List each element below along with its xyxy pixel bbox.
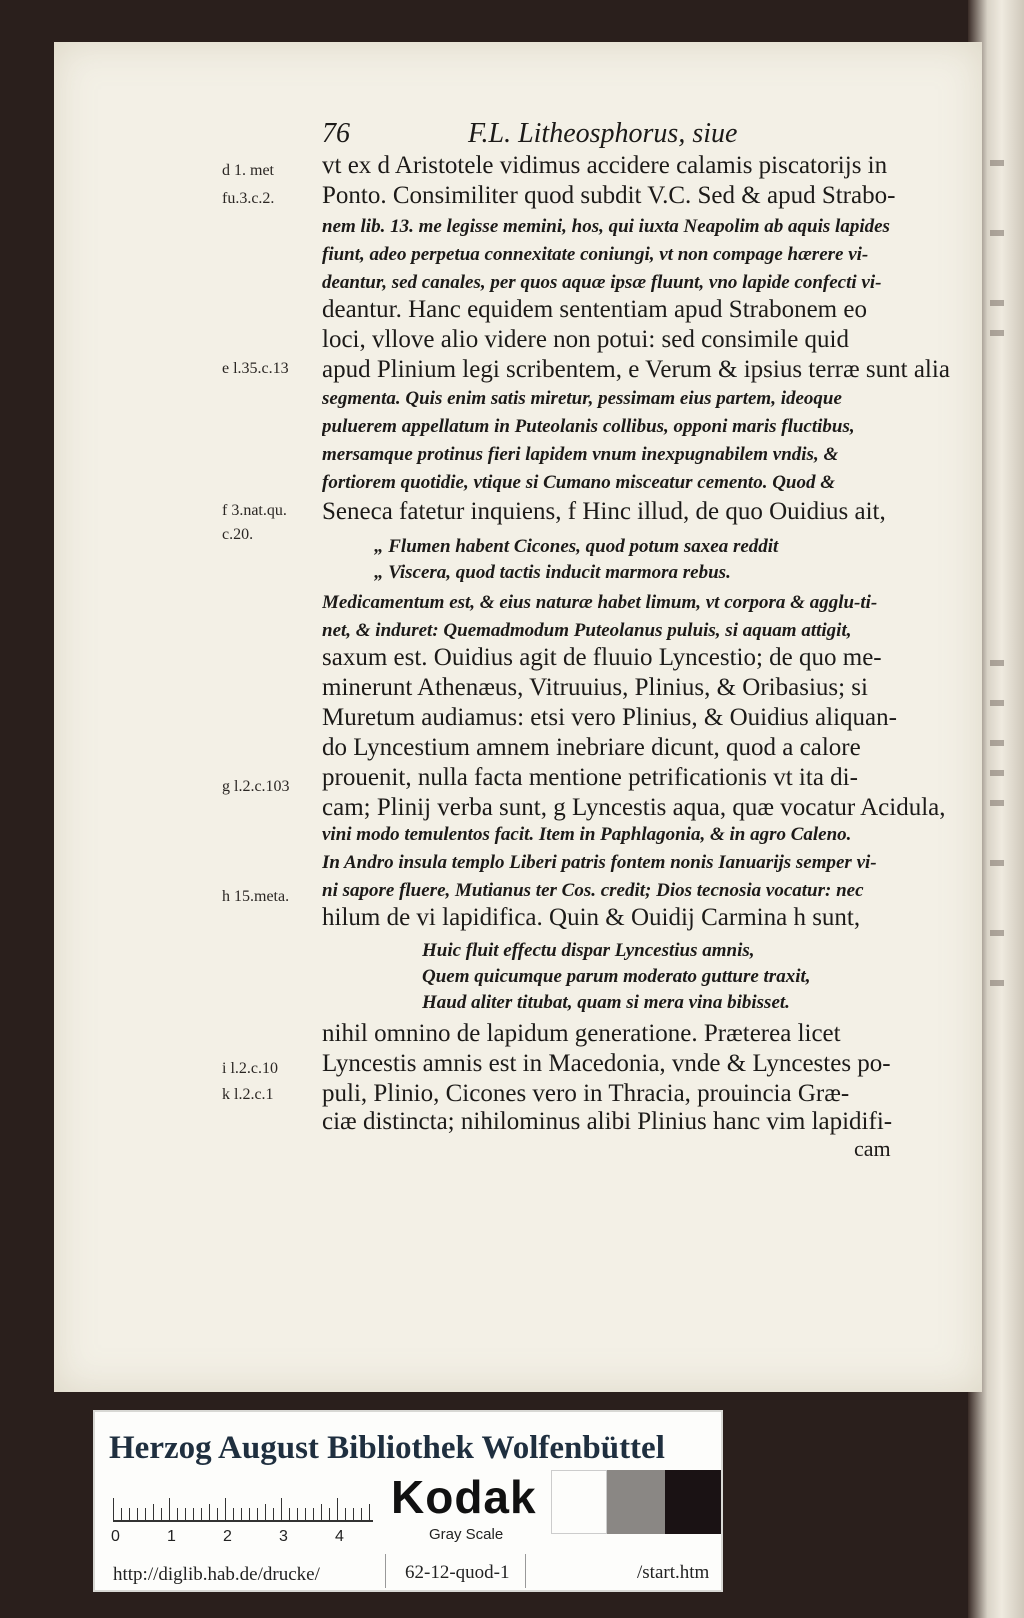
kodak-logo: Kodak [391,1471,537,1523]
text-line: Ponto. Consimiliter quod subdit V.C. Sed & apud Strabo- [322,182,896,209]
verse-line: Quem quicumque parum moderato gutture traxit, [422,966,811,987]
margin-note: i l.2.c.10 [222,1060,278,1077]
verse-line: „ Viscera, quod tactis inducit marmora rebus. [374,562,731,583]
start-path: /start.htm [637,1562,710,1583]
text-line: In Andro insula templo Liberi patris fontem nonis Ianuarijs semper vi- [322,852,877,873]
verse-line: Huic fluit effectu dispar Lyncestius amnis, [422,940,755,961]
text-line: ni sapore fluere, Mutianus ter Cos. credit; Dios tecnosia vocatur: nec [322,880,864,901]
text-line: saxum est. Ouidius agit de fluuio Lyncestio; de quo me- [322,644,882,671]
shelfmark: 62-12-quod-1 [405,1562,510,1583]
text-line: deantur, sed canales, per quos aquæ ipsæ fluunt, vno lapide confecti vi- [322,272,882,293]
text-line: do Lyncestium amnem inebriare dicunt, quod a calore [322,734,861,761]
margin-note: g l.2.c.103 [222,778,290,795]
text-line: hilum de vi lapidifica. Quin & Ouidij Carmina h sunt, [322,904,861,931]
text-line: segmenta. Quis enim satis miretur, pessimam eius partem, ideoque [322,388,842,409]
ruler-label: 4 [335,1528,344,1545]
text-line: minerunt Athenæus, Vitruuius, Plinius, & Oribasius; si [322,674,868,701]
verse-line: Haud aliter titubat, quam si mera vina bibisset. [422,992,790,1013]
text-line: puluerem appellatum in Puteolanis collibus, opponi maris fluctibus, [322,416,855,437]
margin-note: e l.35.c.13 [222,360,289,377]
margin-note: c.20. [222,526,254,543]
running-title: F.L. Litheosphorus, siue [468,118,738,149]
source-url: http://diglib.hab.de/drucke/ [113,1564,320,1585]
ruler-label: 1 [167,1528,176,1545]
catchword: cam [854,1136,891,1161]
text-line: nihil omnino de lapidum generatione. Præterea licet [322,1020,841,1047]
margin-note: f 3.nat.qu. [222,502,287,519]
text-line: loci, vllove alio videre non potui: sed consimile quid [322,326,849,353]
ruler-label: 3 [279,1528,288,1545]
ruler-scale [113,1484,373,1522]
text-line: fortiorem quotidie, vtique si Cumano misceatur cemento. Quod & [322,472,836,493]
ruler-label: 0 [111,1528,120,1545]
library-name: Herzog August Bibliothek Wolfenbüttel [109,1430,665,1466]
text-line: vini modo temulentos facit. Item in Paphlagonia, & in agro Caleno. [322,824,852,845]
color-target-card [93,1410,723,1592]
text-line: Seneca fatetur inquiens, f Hinc illud, de quo Ouidius ait, [322,498,886,525]
gray-scale-label: Gray Scale [429,1526,504,1543]
text-line: vt ex d Aristotele vidimus accidere calamis piscatorijs in [322,152,888,179]
gray-swatch-black [665,1470,721,1534]
text-line: deantur. Hanc equidem sententiam apud Strabonem eo [322,296,867,323]
gray-swatch-white [551,1470,607,1534]
text-line: cam; Plinij verba sunt, g Lyncestis aqua, quæ vocatur Acidula, [322,794,946,821]
text-line: net, & induret: Quemadmodum Puteolanus puluis, si aquam attigit, [322,620,852,641]
text-line: puli, Plinio, Cicones vero in Thracia, prouincia Græ- [322,1080,850,1107]
ruler-label: 2 [223,1528,232,1545]
gray-swatch-mid [607,1470,665,1534]
margin-note: k l.2.c.1 [222,1086,274,1103]
book-page [54,42,982,1392]
text-line: nem lib. 13. me legisse memini, hos, qui iuxta Neapolim ab aquis lapides [322,216,890,237]
text-line: ciæ distincta; nihilominus alibi Plinius hanc vim lapidifi- [322,1108,893,1135]
text-line: Medicamentum est, & eius naturæ habet limum, vt corpora & agglu-ti- [322,592,878,613]
text-line: prouenit, nulla facta mentione petrificationis vt ita di- [322,764,858,791]
text-line: mersamque protinus fieri lapidem vnum inexpugnabilem vndis, & [322,444,839,465]
verse-line: „ Flumen habent Cicones, quod potum saxea reddit [374,536,779,557]
margin-note: h 15.meta. [222,888,290,905]
text-line: apud Plinium legi scribentem, e Verum & ipsius terræ sunt alia [322,356,950,383]
text-line: Muretum audiamus: etsi vero Plinius, & Ouidius aliquan- [322,704,897,731]
page-number: 76 [322,118,350,149]
text-line: fiunt, adeo perpetua connexitate coniungi, vt non compage hærere vi- [322,244,869,265]
margin-note: d 1. met [222,162,274,179]
margin-note: fu.3.c.2. [222,190,275,207]
text-line: Lyncestis amnis est in Macedonia, vnde & Lyncestes po- [322,1050,891,1077]
